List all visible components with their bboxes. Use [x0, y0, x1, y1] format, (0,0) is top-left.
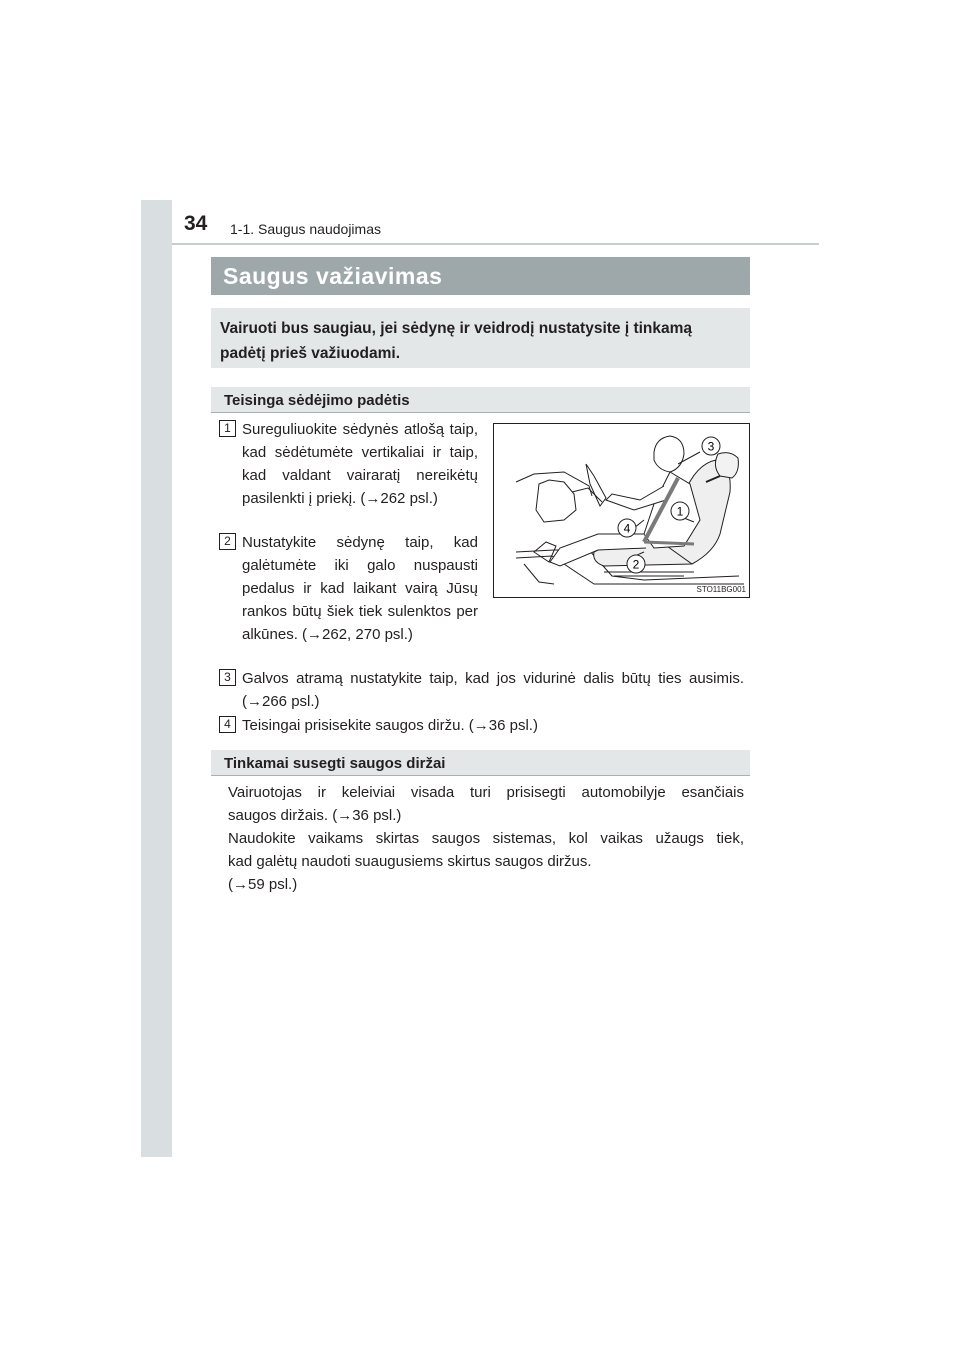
callout-label: 2: [632, 557, 640, 572]
callout-label: 3: [707, 439, 715, 454]
subsection-heading-seating: Teisinga sėdėjimo padėtis: [211, 387, 750, 413]
item-number-badge: 1: [219, 420, 236, 437]
list-item: Sureguliuokite sėdynės atlošą taip, kad sėdėtumėte vertikaliai ir taip, kad valdant vairaratį nereikėtų pasilenkti į priekį. (→262 psl.): [242, 421, 478, 507]
seating-position-illustration: [493, 423, 750, 598]
paragraph-line: Naudokite vaikams skirtas saugos sistemas, kol vaikas užaugs tiek,: [228, 830, 744, 847]
subsection-heading-seatbelts: Tinkamai susegti saugos diržai: [211, 750, 750, 776]
paragraph-line: (→59 psl.): [228, 876, 298, 893]
callout-label: 4: [623, 521, 631, 536]
chapter-sidebar-tab: [141, 200, 172, 1157]
item-number-badge: 4: [219, 716, 236, 733]
header-divider: [172, 243, 819, 245]
page-number: 34: [184, 212, 208, 235]
paragraph-line: Vairuotojas ir keleiviai visada turi prisisegti automobilyje esančiais: [228, 784, 744, 801]
list-item: Galvos atramą nustatykite taip, kad jos vidurinė dalis būtų ties ausimis. (→266 psl.): [242, 670, 744, 710]
paragraph-line: saugos diržais. (→36 psl.): [228, 807, 402, 824]
item-number-badge: 3: [219, 669, 236, 686]
intro-box: Vairuoti bus saugiau, jei sėdynę ir veidrodį nustatysite į tinkamą padėtį prieš važiuodami.: [211, 308, 750, 368]
driver-seat-drawing: [494, 424, 749, 597]
figure-code: STO11BG001: [696, 585, 746, 594]
paragraph-line: kad galėtų naudoti suaugusiems skirtus saugos diržus.: [228, 853, 592, 870]
list-item: Nustatykite sėdynę taip, kad galėtumėte iki galo nuspausti pedalus ir kad laikant vairą Jūsų rankos būtų šiek tiek sulenktos per alkūnes. (→262, 270 psl.): [242, 534, 478, 643]
chapter-heading: 1-1. Saugus naudojimas: [230, 221, 381, 237]
list-item: Teisingai prisisekite saugos diržu. (→36 psl.): [242, 717, 538, 734]
section-title: Saugus važiavimas: [211, 257, 750, 295]
item-number-badge: 2: [219, 533, 236, 550]
callout-label: 1: [676, 504, 684, 519]
